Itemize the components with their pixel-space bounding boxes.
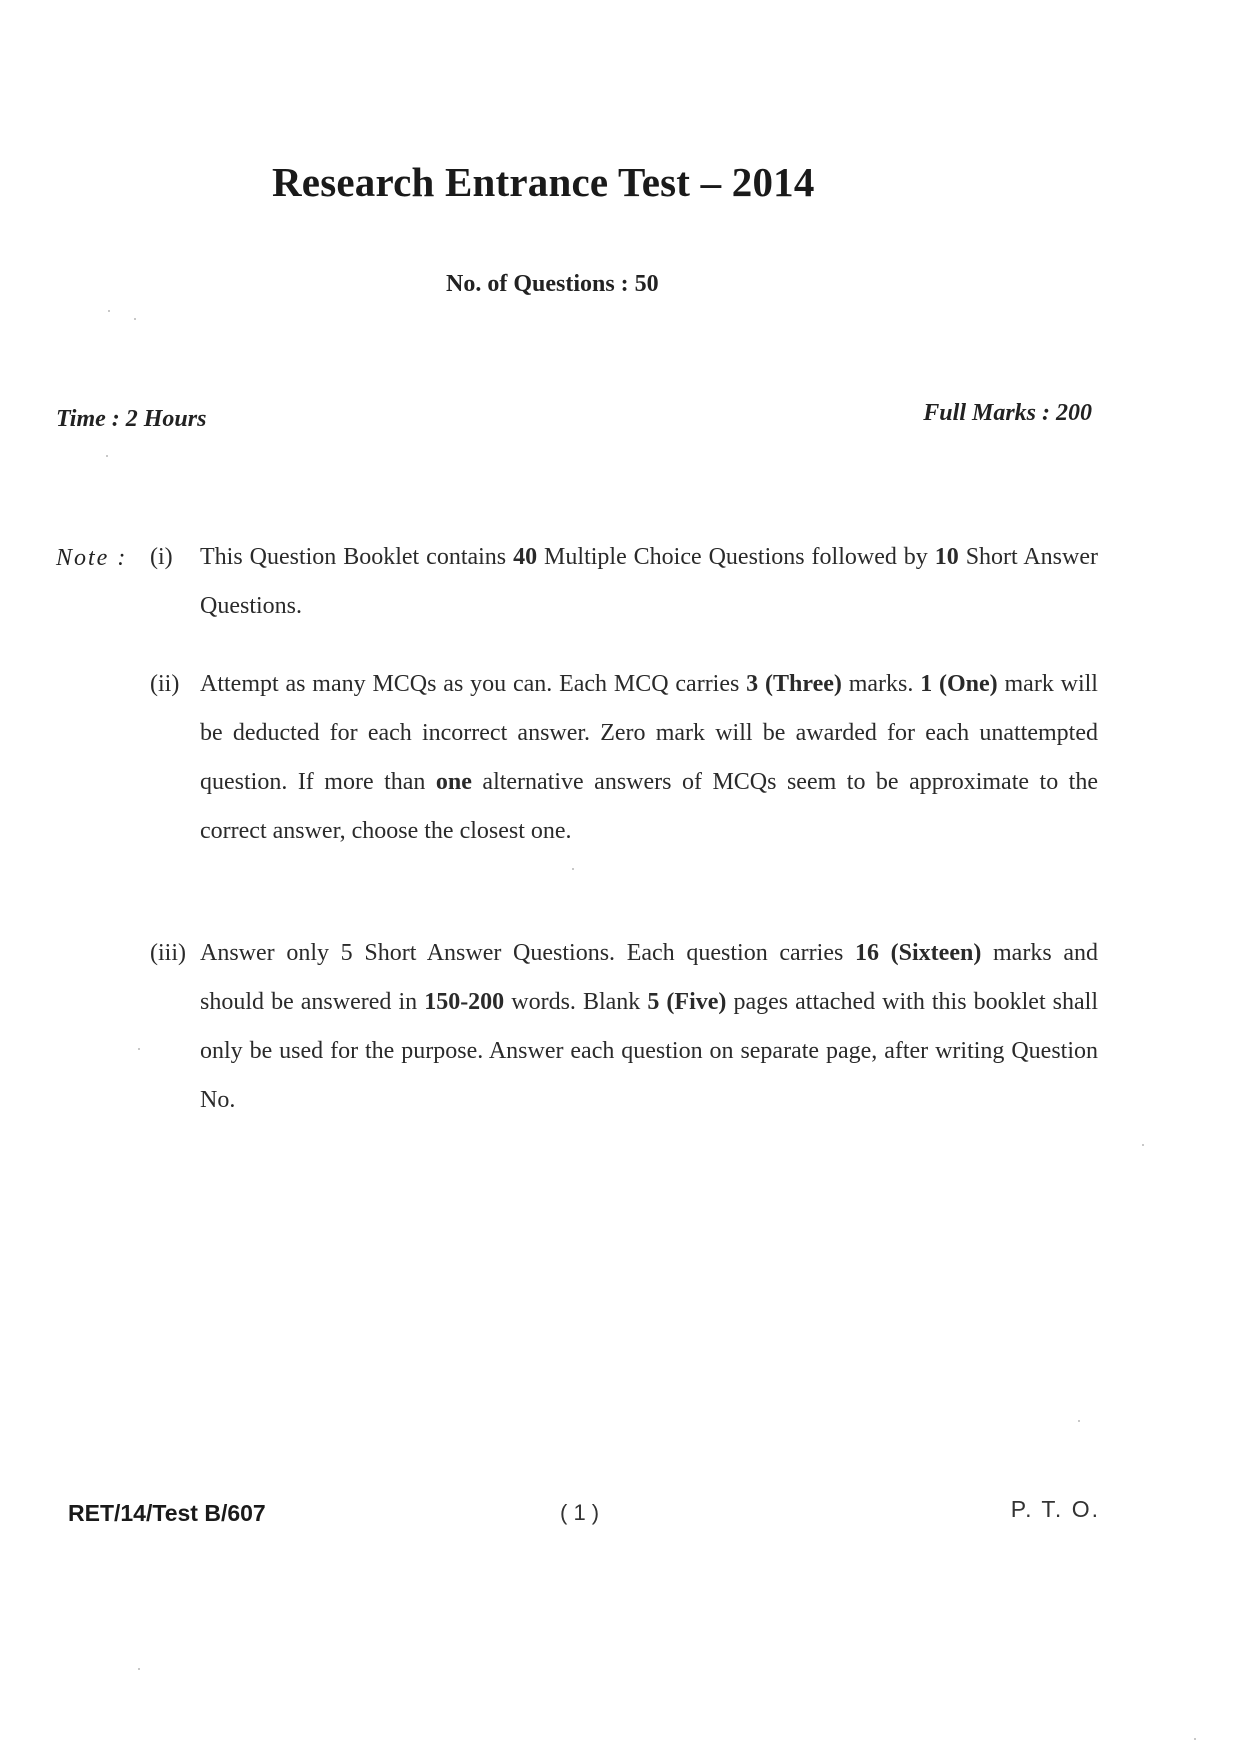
note-text-run: alternative answers of MCQs seem to be approximate to the correct answer, choose the closest one.: [200, 769, 1099, 844]
page-number: ( 1 ): [560, 1500, 600, 1525]
note-text-run: marks.: [841, 671, 921, 697]
scan-speck: [1142, 1144, 1144, 1146]
note-text-emphasis: 16 (Sixteen): [855, 940, 982, 966]
note-item-number: (ii): [150, 671, 180, 697]
note-text-run: This Question Booklet contains: [200, 544, 514, 570]
note-text-emphasis: 150-200: [424, 989, 505, 1015]
note-item-text: [200, 533, 1098, 631]
note-item-i: [150, 533, 1098, 631]
note-item-text: [200, 660, 1098, 856]
please-turn-over: P. T. O.: [1010, 1496, 1100, 1522]
note-label: Note :: [56, 545, 128, 571]
scan-speck: [134, 318, 136, 320]
note-text-run: Answer only 5 Short Answer Questions. Each question carries: [200, 940, 855, 966]
note-text-run: marks and should be answered in: [200, 940, 1098, 1015]
question-count: No. of Questions : 50: [446, 271, 659, 297]
note-item-number: (iii): [150, 940, 186, 966]
note-text-run: Attempt as many MCQs as you can. Each MCQ carries: [200, 671, 747, 697]
scan-speck: [108, 310, 110, 312]
paper-code: RET/14/Test B/607: [68, 1500, 266, 1526]
note-item-iii: [150, 929, 1098, 1125]
note-text-emphasis: 5 (Five): [647, 989, 727, 1015]
note-text-run: Multiple Choice Questions followed by: [537, 544, 935, 570]
scan-speck: [572, 868, 574, 870]
scan-speck: [1194, 1738, 1196, 1740]
note-text-run: pages attached with this booklet shall only be used for the purpose. Answer each question on separate page, after writing Question No.: [200, 989, 1098, 1113]
scan-speck: [1078, 1420, 1080, 1422]
note-text-emphasis: 10: [934, 544, 959, 570]
note-item-ii: [150, 660, 1098, 856]
note-text-emphasis: 1 (One): [920, 671, 998, 697]
note-text-run: Short Answer Questions.: [200, 544, 1098, 619]
note-text-emphasis: one: [435, 769, 472, 795]
note-text-emphasis: 40: [513, 544, 538, 570]
full-marks: Full Marks : 200: [923, 400, 1092, 426]
note-item-number: (i): [150, 544, 173, 570]
note-text-emphasis: 3 (Three): [746, 671, 842, 697]
note-text-run: mark will be deducted for each incorrect answer. Zero mark will be awarded for each unattempted question. If more than: [200, 671, 1098, 795]
scan-speck: [138, 1668, 140, 1670]
note-text-run: words. Blank: [504, 989, 648, 1015]
note-item-text: [200, 929, 1098, 1125]
scan-speck: [106, 455, 108, 457]
page-title: Research Entrance Test – 2014: [272, 159, 815, 205]
time-allowed: Time : 2 Hours: [56, 406, 207, 432]
scan-speck: [138, 1048, 140, 1050]
